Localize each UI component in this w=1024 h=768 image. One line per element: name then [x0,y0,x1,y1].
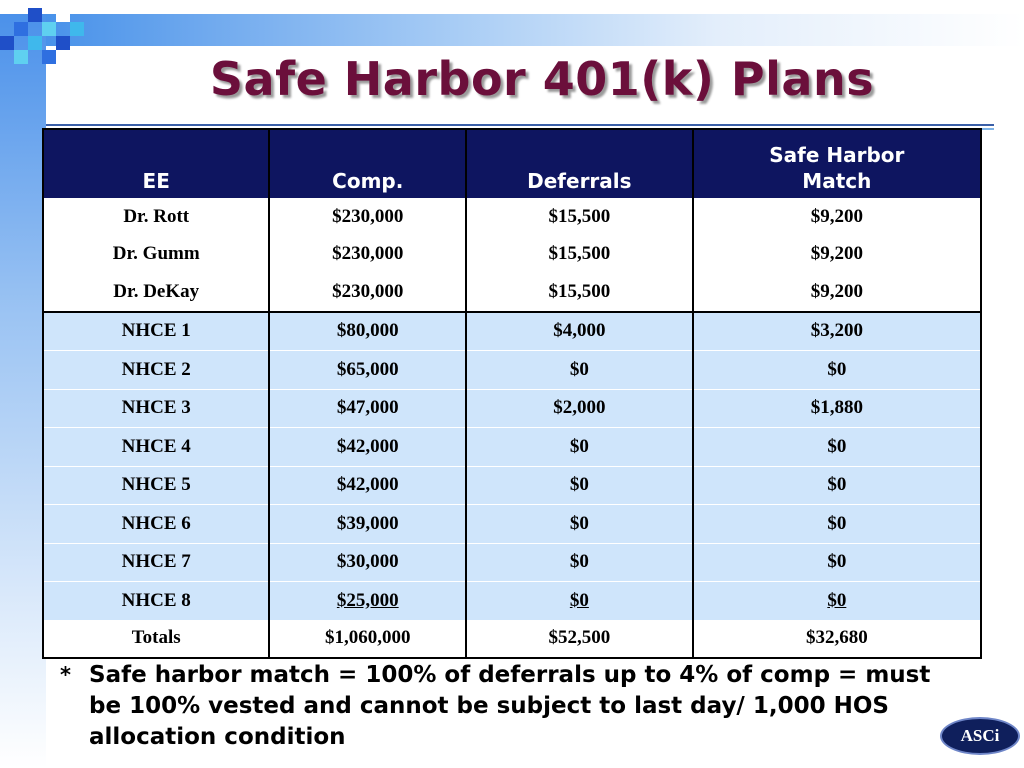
cell-match: $3,200 [693,312,981,351]
cell-totals-label: Totals [43,620,269,659]
asci-logo: ASCi [940,717,1020,755]
cell-ee: Dr. Gumm [43,236,269,274]
table-row-nhce [43,582,981,620]
cell-match [693,582,981,620]
decorative-top-band [0,14,1024,46]
plan-table [42,128,982,659]
cell-ee: NHCE 1 [43,312,269,351]
cell-match: $9,200 [693,273,981,312]
footnote-text: Safe harbor match = 100% of deferrals up to 4% of comp = must be 100% vested and cannot be subject to last day/ 1,000 HOS allocation condition [89,662,931,750]
cell-match: $0 [693,351,981,390]
cell-comp: $230,000 [269,273,466,312]
table-row-nhce [43,505,981,544]
footnote-bullet: * [60,663,71,687]
decorative-square [56,36,70,50]
slide-title: Safe Harbor 401(k) Plans [209,52,875,106]
cell-comp-value: $25,000 [336,589,399,611]
table-row-hce [43,236,981,274]
table-row-nhce [43,389,981,428]
cell-deferrals: $0 [466,351,693,390]
cell-deferrals: $15,500 [466,198,693,236]
cell-ee: NHCE 8 [43,582,269,620]
cell-ee: NHCE 2 [43,351,269,390]
table-row-nhce [43,466,981,505]
cell-match: $0 [693,505,981,544]
cell-match-value: $0 [827,589,847,611]
table-row-totals [43,620,981,659]
header-ee: EE [43,129,269,198]
cell-comp: $65,000 [269,351,466,390]
cell-comp: $39,000 [269,505,466,544]
cell-ee: Dr. DeKay [43,273,269,312]
cell-total-comp: $1,060,000 [269,620,466,659]
decorative-square [70,22,84,36]
cell-deferrals: $15,500 [466,273,693,312]
decorative-square [28,36,42,50]
table-row-nhce [43,428,981,467]
cell-ee: NHCE 6 [43,505,269,544]
decorative-left-band [0,14,46,768]
table-row-hce [43,198,981,236]
cell-comp: $42,000 [269,466,466,505]
cell-deferrals: $4,000 [466,312,693,351]
table-header-row [43,129,981,198]
cell-match: $0 [693,466,981,505]
table-row-nhce [43,351,981,390]
cell-ee: NHCE 5 [43,466,269,505]
cell-deferrals: $0 [466,428,693,467]
cell-comp: $30,000 [269,543,466,582]
cell-ee: NHCE 3 [43,389,269,428]
cell-deferrals [466,582,693,620]
title-divider [46,124,994,126]
header-deferrals: Deferrals [466,129,693,198]
cell-deferrals-value: $0 [569,589,589,611]
cell-deferrals: $0 [466,543,693,582]
header-comp: Comp. [269,129,466,198]
table-row-nhce [43,543,981,582]
cell-deferrals: $0 [466,466,693,505]
header-match-line2: Match [802,169,872,193]
cell-deferrals: $2,000 [466,389,693,428]
cell-match: $1,880 [693,389,981,428]
table-row-nhce [43,312,981,351]
decorative-square [56,8,70,22]
cell-deferrals: $15,500 [466,236,693,274]
header-match-line1: Safe Harbor [769,143,905,167]
decorative-square [0,36,14,50]
cell-comp: $230,000 [269,236,466,274]
cell-match: $0 [693,428,981,467]
decorative-square [28,8,42,22]
cell-ee: NHCE 4 [43,428,269,467]
cell-comp: $42,000 [269,428,466,467]
cell-comp: $47,000 [269,389,466,428]
cell-comp [269,582,466,620]
cell-match: $9,200 [693,198,981,236]
cell-match: $0 [693,543,981,582]
decorative-square [14,22,28,36]
cell-comp: $80,000 [269,312,466,351]
cell-comp: $230,000 [269,198,466,236]
cell-match: $9,200 [693,236,981,274]
cell-total-deferrals: $52,500 [466,620,693,659]
header-safe-harbor-match [693,129,981,198]
cell-deferrals: $0 [466,505,693,544]
table-row-hce [43,273,981,312]
cell-ee: Dr. Rott [43,198,269,236]
cell-ee: NHCE 7 [43,543,269,582]
decorative-square [42,22,56,36]
cell-total-match: $32,680 [693,620,981,659]
